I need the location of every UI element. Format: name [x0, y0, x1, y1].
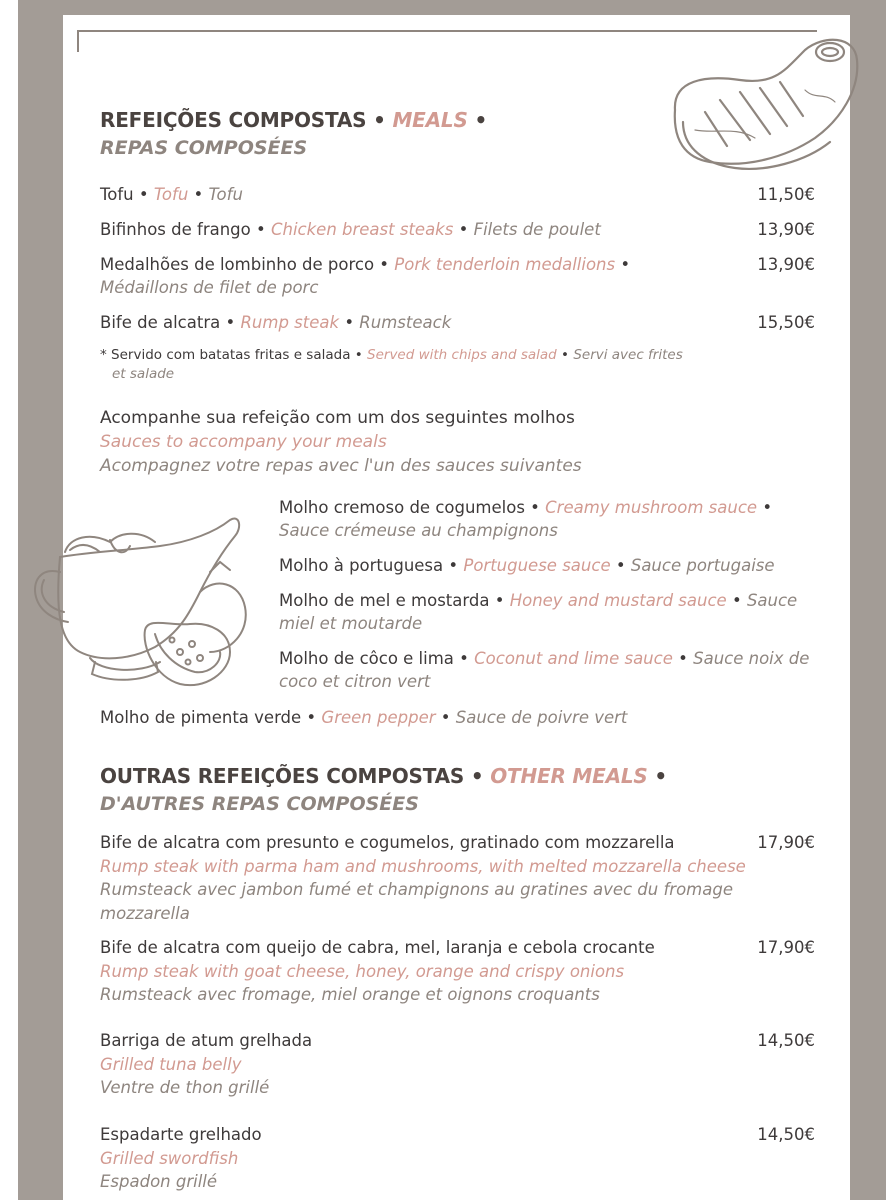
menu-item: Tofu • Tofu • Tofu 11,50€ [100, 185, 815, 204]
menu-item: Bife de alcatra • Rump steak • Rumsteack 15,50€ [100, 313, 815, 332]
item-price: 17,90€ [757, 833, 815, 852]
sauces-heading-pt: Acompanhe sua refeição com um dos seguintes molhos [100, 408, 575, 428]
item-price: 13,90€ [757, 255, 815, 274]
sauce-item: Molho à portuguesa • Portuguese sauce • Sauce portugaise [279, 556, 775, 575]
item-price: 11,50€ [757, 185, 815, 204]
section-title-meals: REFEIÇÕES COMPOSTAS • MEALS • [100, 108, 488, 132]
section-title-other-meals: OUTRAS REFEIÇÕES COMPOSTAS • OTHER MEALS • [100, 764, 667, 788]
sauce-item: Molho de pimenta verde • Green pepper • Sauce de poivre vert [100, 708, 628, 727]
steak-illustration [665, 30, 860, 180]
item-price: 15,50€ [757, 313, 815, 332]
item-price: 17,90€ [757, 938, 815, 957]
menu-item: Bifinhos de frango • Chicken breast steaks • Filets de poulet 13,90€ [100, 220, 815, 239]
item-price: 14,50€ [757, 1031, 815, 1050]
section-subtitle-meals: REPAS COMPOSÉES [100, 137, 308, 159]
menu-item: Bife de alcatra com queijo de cabra, mel, laranja e cebola crocante Rump steak with goat cheese, honey, orange and crispy onions Rumsteack avec fromage, miel orange et oignons croquants 17,90€ [100, 938, 815, 1004]
sauce-item: Molho cremoso de cogumelos • Creamy mushroom sauce • Sauce crémeuse au champignons [279, 498, 773, 540]
menu-item: Espadarte grelhado Grilled swordfish Espadon grillé 14,50€ [100, 1125, 815, 1191]
sauces-heading-fr: Acompagnez votre repas avec l'un des sauces suivantes [100, 456, 582, 476]
section-subtitle-other-meals: D'AUTRES REPAS COMPOSÉES [100, 793, 419, 815]
menu-item: Bife de alcatra com presunto e cogumelos, gratinado com mozzarella Rump steak with parma ham and mushrooms, with melted mozzarella cheese Rumsteack avec jambon fumé et champignons au gratines avec du fromage mozzarella 17,90€ [100, 833, 815, 923]
serving-note: * Servido com batatas fritas e salada • Served with chips and salad • Servi avec frites et salade [100, 347, 683, 382]
sauces-heading-en: Sauces to accompany your meals [100, 432, 387, 452]
item-price: 14,50€ [757, 1125, 815, 1144]
gravy-boat-illustration [30, 512, 265, 697]
menu-item: Barriga de atum grelhada Grilled tuna belly Ventre de thon grillé 14,50€ [100, 1031, 815, 1097]
menu-item: Medalhões de lombinho de porco • Pork tenderloin medallions • Médaillons de filet de porc 13,90€ [100, 255, 815, 297]
sauce-item: Molho de mel e mostarda • Honey and mustard sauce • Sauce miel et moutarde [279, 591, 798, 633]
sauce-item: Molho de côco e lima • Coconut and lime sauce • Sauce noix de coco et citron vert [279, 649, 810, 691]
page-edge [0, 0, 18, 1200]
item-price: 13,90€ [757, 220, 815, 239]
